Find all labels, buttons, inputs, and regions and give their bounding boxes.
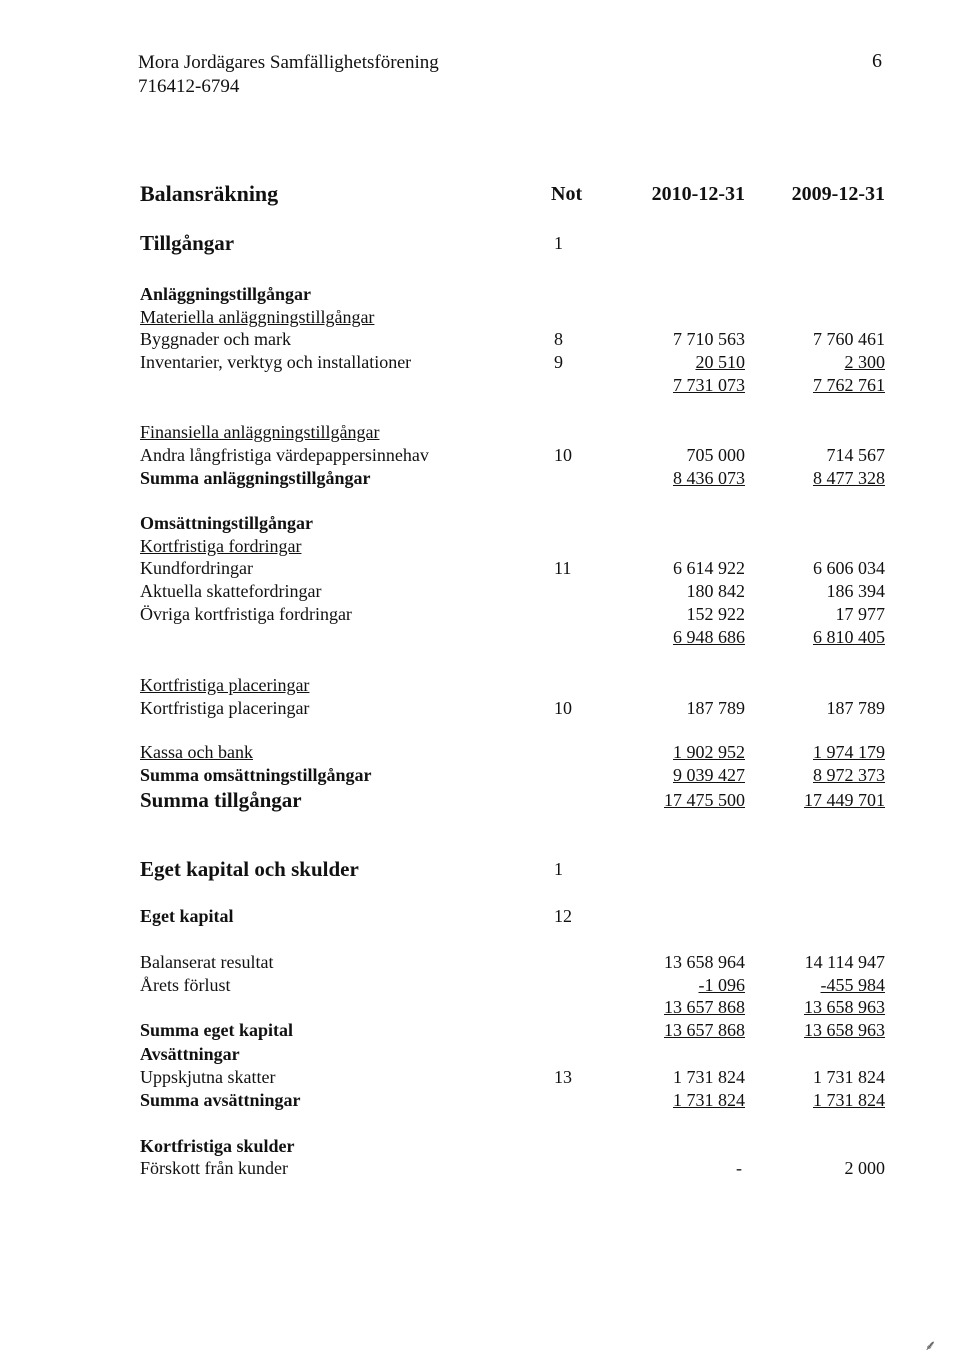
- table-row: [0, 305, 960, 329]
- value-2010: -1 096: [698, 975, 745, 995]
- value-2009: 714 567: [826, 445, 885, 465]
- table-row: [0, 420, 960, 444]
- value-2010: 1 902 952: [673, 742, 745, 762]
- value-2009: 6 810 405: [813, 627, 885, 647]
- table-row: [0, 511, 960, 535]
- value-2010: 705 000: [686, 445, 745, 465]
- value-2009: 7 762 761: [813, 375, 885, 395]
- table-row: [0, 950, 960, 974]
- value-2009: 8 477 328: [813, 468, 885, 488]
- column-header-2010: 2010-12-31: [651, 183, 745, 205]
- value-2010: 1 731 824: [673, 1067, 745, 1087]
- value-2010: 13 657 868: [664, 997, 745, 1017]
- value-2009: 8 972 373: [813, 765, 885, 785]
- table-row: [0, 1042, 960, 1066]
- sum-row: [0, 1018, 960, 1042]
- value-2010: 13 658 964: [664, 952, 745, 972]
- table-row: [0, 556, 960, 580]
- table-row: [0, 350, 960, 374]
- subsection-heading: Kortfristiga skulder: [140, 1136, 295, 1156]
- table-row: [0, 740, 960, 764]
- row-label: Kundfordringar: [140, 558, 253, 578]
- value-2009: 17 977: [835, 604, 885, 624]
- org-number: 716412-6794: [138, 76, 240, 97]
- table-row: [0, 579, 960, 603]
- note-ref: 8: [554, 329, 563, 349]
- table-row: [0, 443, 960, 467]
- value-2009: 7 760 461: [813, 329, 885, 349]
- table-row: [0, 673, 960, 697]
- table-row: [0, 973, 960, 997]
- table-row: [0, 534, 960, 558]
- subtotal-row: [0, 625, 960, 649]
- value-2010: 13 657 868: [664, 1020, 745, 1040]
- note-ref: 1: [554, 233, 563, 253]
- table-row: [0, 327, 960, 351]
- row-label: Andra långfristiga värdepappersinnehav: [140, 445, 429, 465]
- note-ref: 10: [554, 698, 572, 718]
- row-label: Uppskjutna skatter: [140, 1067, 276, 1087]
- section-heading: Tillgångar: [140, 231, 235, 255]
- subtotal-row: [0, 995, 960, 1019]
- value-2010: 9 039 427: [673, 765, 745, 785]
- column-header-row: [0, 182, 960, 206]
- row-label: Övriga kortfristiga fordringar: [140, 604, 352, 624]
- value-2009: -455 984: [820, 975, 885, 995]
- table-row: [0, 282, 960, 306]
- value-2010: 152 922: [686, 604, 745, 624]
- note-column-header: Not: [551, 183, 583, 205]
- subsection-heading: Eget kapital: [140, 906, 234, 926]
- row-label: Summa omsättningstillgångar: [140, 765, 372, 785]
- row-label: Kassa och bank: [140, 742, 253, 762]
- table-row: [0, 1134, 960, 1158]
- group-heading: Kortfristiga fordringar: [140, 536, 302, 556]
- value-2010: 8 436 073: [673, 468, 745, 488]
- value-2009: 1 731 824: [813, 1067, 885, 1087]
- value-2010: 20 510: [695, 352, 745, 372]
- group-heading: Kortfristiga placeringar: [140, 675, 310, 695]
- page-number: 6: [872, 50, 882, 72]
- row-label: Aktuella skattefordringar: [140, 581, 322, 601]
- sum-row: [0, 466, 960, 490]
- column-header-2009: 2009-12-31: [791, 183, 885, 205]
- value-2009: 2 000: [844, 1158, 885, 1178]
- row-label: Inventarier, verktyg och installationer: [140, 352, 412, 372]
- row-label: Förskott från kunder: [140, 1158, 288, 1178]
- total-row: [0, 788, 960, 812]
- value-2010: 1 731 824: [673, 1090, 745, 1110]
- value-2010: 6 948 686: [673, 627, 745, 647]
- subsection-heading: Omsättningstillgångar: [140, 513, 314, 533]
- row-label: Summa tillgångar: [140, 788, 302, 812]
- sum-row: [0, 763, 960, 787]
- value-2010: 180 842: [686, 581, 745, 601]
- value-2009: 187 789: [826, 698, 885, 718]
- handwritten-initials: ⸙: [924, 1339, 935, 1354]
- group-heading: Finansiella anläggningstillgångar: [140, 422, 380, 442]
- value-2010: -: [736, 1158, 742, 1178]
- table-row: [0, 857, 960, 881]
- sum-row: [0, 1088, 960, 1112]
- table-row: [0, 1065, 960, 1089]
- value-2009: 13 658 963: [804, 1020, 885, 1040]
- value-2010: 7 731 073: [673, 375, 745, 395]
- subsection-heading: Avsättningar: [140, 1044, 240, 1064]
- note-ref: 13: [554, 1067, 572, 1087]
- group-heading: Materiella anläggningstillgångar: [140, 307, 375, 327]
- note-ref: 10: [554, 445, 572, 465]
- note-ref: 1: [554, 859, 563, 879]
- row-label: Byggnader och mark: [140, 329, 291, 349]
- balance-sheet-title: Balansräkning: [140, 181, 279, 206]
- value-2009: 1 731 824: [813, 1090, 885, 1110]
- table-row: [0, 231, 960, 255]
- table-row: [0, 1156, 960, 1180]
- row-label: Kortfristiga placeringar: [140, 698, 310, 718]
- value-2010: 187 789: [686, 698, 745, 718]
- note-ref: 12: [554, 906, 572, 926]
- value-2010: 17 475 500: [664, 790, 745, 810]
- value-2009: 1 974 179: [813, 742, 885, 762]
- table-row: [0, 696, 960, 720]
- subsection-heading: Anläggningstillgångar: [140, 284, 312, 304]
- subtotal-row: [0, 373, 960, 397]
- value-2009: 14 114 947: [804, 952, 885, 972]
- table-row: [0, 904, 960, 928]
- row-label: Årets förlust: [140, 975, 231, 995]
- table-row: [0, 602, 960, 626]
- value-2010: 7 710 563: [673, 329, 745, 349]
- value-2009: 13 658 963: [804, 997, 885, 1017]
- value-2010: 6 614 922: [673, 558, 745, 578]
- row-label: Summa anläggningstillgångar: [140, 468, 371, 488]
- row-label: Summa eget kapital: [140, 1020, 293, 1040]
- note-ref: 9: [554, 352, 563, 372]
- value-2009: 17 449 701: [804, 790, 885, 810]
- section-heading: Eget kapital och skulder: [140, 857, 359, 881]
- value-2009: 186 394: [826, 581, 885, 601]
- value-2009: 2 300: [844, 352, 885, 372]
- org-name: Mora Jordägares Samfällighetsförening: [138, 52, 439, 73]
- row-label: Balanserat resultat: [140, 952, 274, 972]
- note-ref: 11: [554, 558, 572, 578]
- value-2009: 6 606 034: [813, 558, 885, 578]
- row-label: Summa avsättningar: [140, 1090, 301, 1110]
